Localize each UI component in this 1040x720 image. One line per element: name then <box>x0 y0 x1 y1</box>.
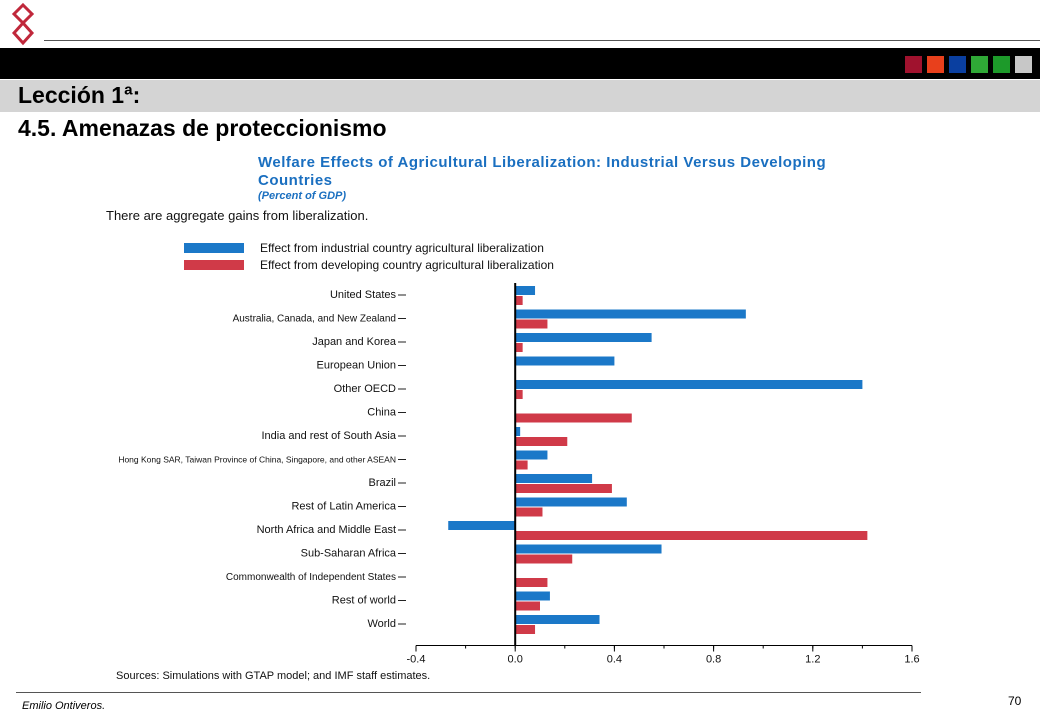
category-label: Australia, Canada, and New Zealand <box>232 313 396 325</box>
bar <box>515 380 862 389</box>
category-label: European Union <box>316 359 396 372</box>
x-tick-label: 1.2 <box>805 653 821 666</box>
bar <box>515 437 567 446</box>
bar <box>515 602 540 611</box>
bar <box>515 390 522 399</box>
bar <box>515 474 592 483</box>
bar <box>515 296 522 305</box>
category-label: Rest of world <box>331 594 396 607</box>
bar <box>515 286 535 295</box>
chart-unit: (Percent of GDP) <box>258 190 347 202</box>
category-label: Sub-Saharan Africa <box>300 547 396 560</box>
bar <box>515 555 572 564</box>
bar <box>515 545 661 554</box>
lesson-title: Lección 1ª: <box>18 82 141 108</box>
bar <box>515 461 527 470</box>
category-label: Brazil <box>368 477 396 489</box>
category-label: North Africa and Middle East <box>256 524 396 536</box>
bar <box>515 615 599 624</box>
bottom-rule <box>16 692 921 693</box>
category-label: Japan and Korea <box>312 336 396 348</box>
category-label: India and rest of South Asia <box>261 430 396 442</box>
category-label: Commonwealth of Independent States <box>225 572 396 583</box>
category-label: United States <box>329 289 396 301</box>
author: Emilio Ontiveros. <box>22 700 106 712</box>
bar <box>515 531 867 540</box>
category-label: Rest of Latin America <box>291 500 396 513</box>
bar <box>515 320 547 329</box>
category-label: Other OECD <box>333 383 396 395</box>
chart-title-text: Welfare Effects of Agricultural Liberalization: Industrial Versus Developing Countries <box>258 154 827 189</box>
chart-source: Sources: Simulations with GTAP model; and IMF staff estimates. <box>116 670 431 682</box>
bar <box>515 343 522 352</box>
x-tick-label: 1.6 <box>904 653 920 666</box>
bar <box>515 333 651 342</box>
bar <box>448 521 515 530</box>
bar <box>515 508 542 517</box>
page-number: 70 <box>1008 694 1022 708</box>
bar <box>515 498 627 507</box>
bar <box>515 451 547 460</box>
bar <box>515 357 614 366</box>
bar <box>515 592 550 601</box>
category-label: Hong Kong SAR, Taiwan Province of China, Singapore, and other ASEAN <box>118 454 396 465</box>
x-tick-label: 0.0 <box>507 653 523 666</box>
legend-label: Effect from developing country agricultural liberalization <box>260 258 554 272</box>
section-title: 4.5. Amenazas de proteccionismo <box>18 115 387 141</box>
category-label: China <box>367 406 396 419</box>
x-tick-label: 0.4 <box>606 653 623 666</box>
chart-note: There are aggregate gains from liberalization. <box>106 208 369 223</box>
bar <box>515 310 746 319</box>
bar <box>515 578 547 587</box>
legend-label: Effect from industrial country agricultural liberalization <box>260 241 544 255</box>
category-label: World <box>367 618 396 630</box>
bar <box>515 414 632 423</box>
x-tick-label: 0.8 <box>705 653 722 666</box>
x-tick-label: -0.4 <box>406 653 426 666</box>
bar <box>515 625 535 634</box>
bar <box>515 484 612 493</box>
